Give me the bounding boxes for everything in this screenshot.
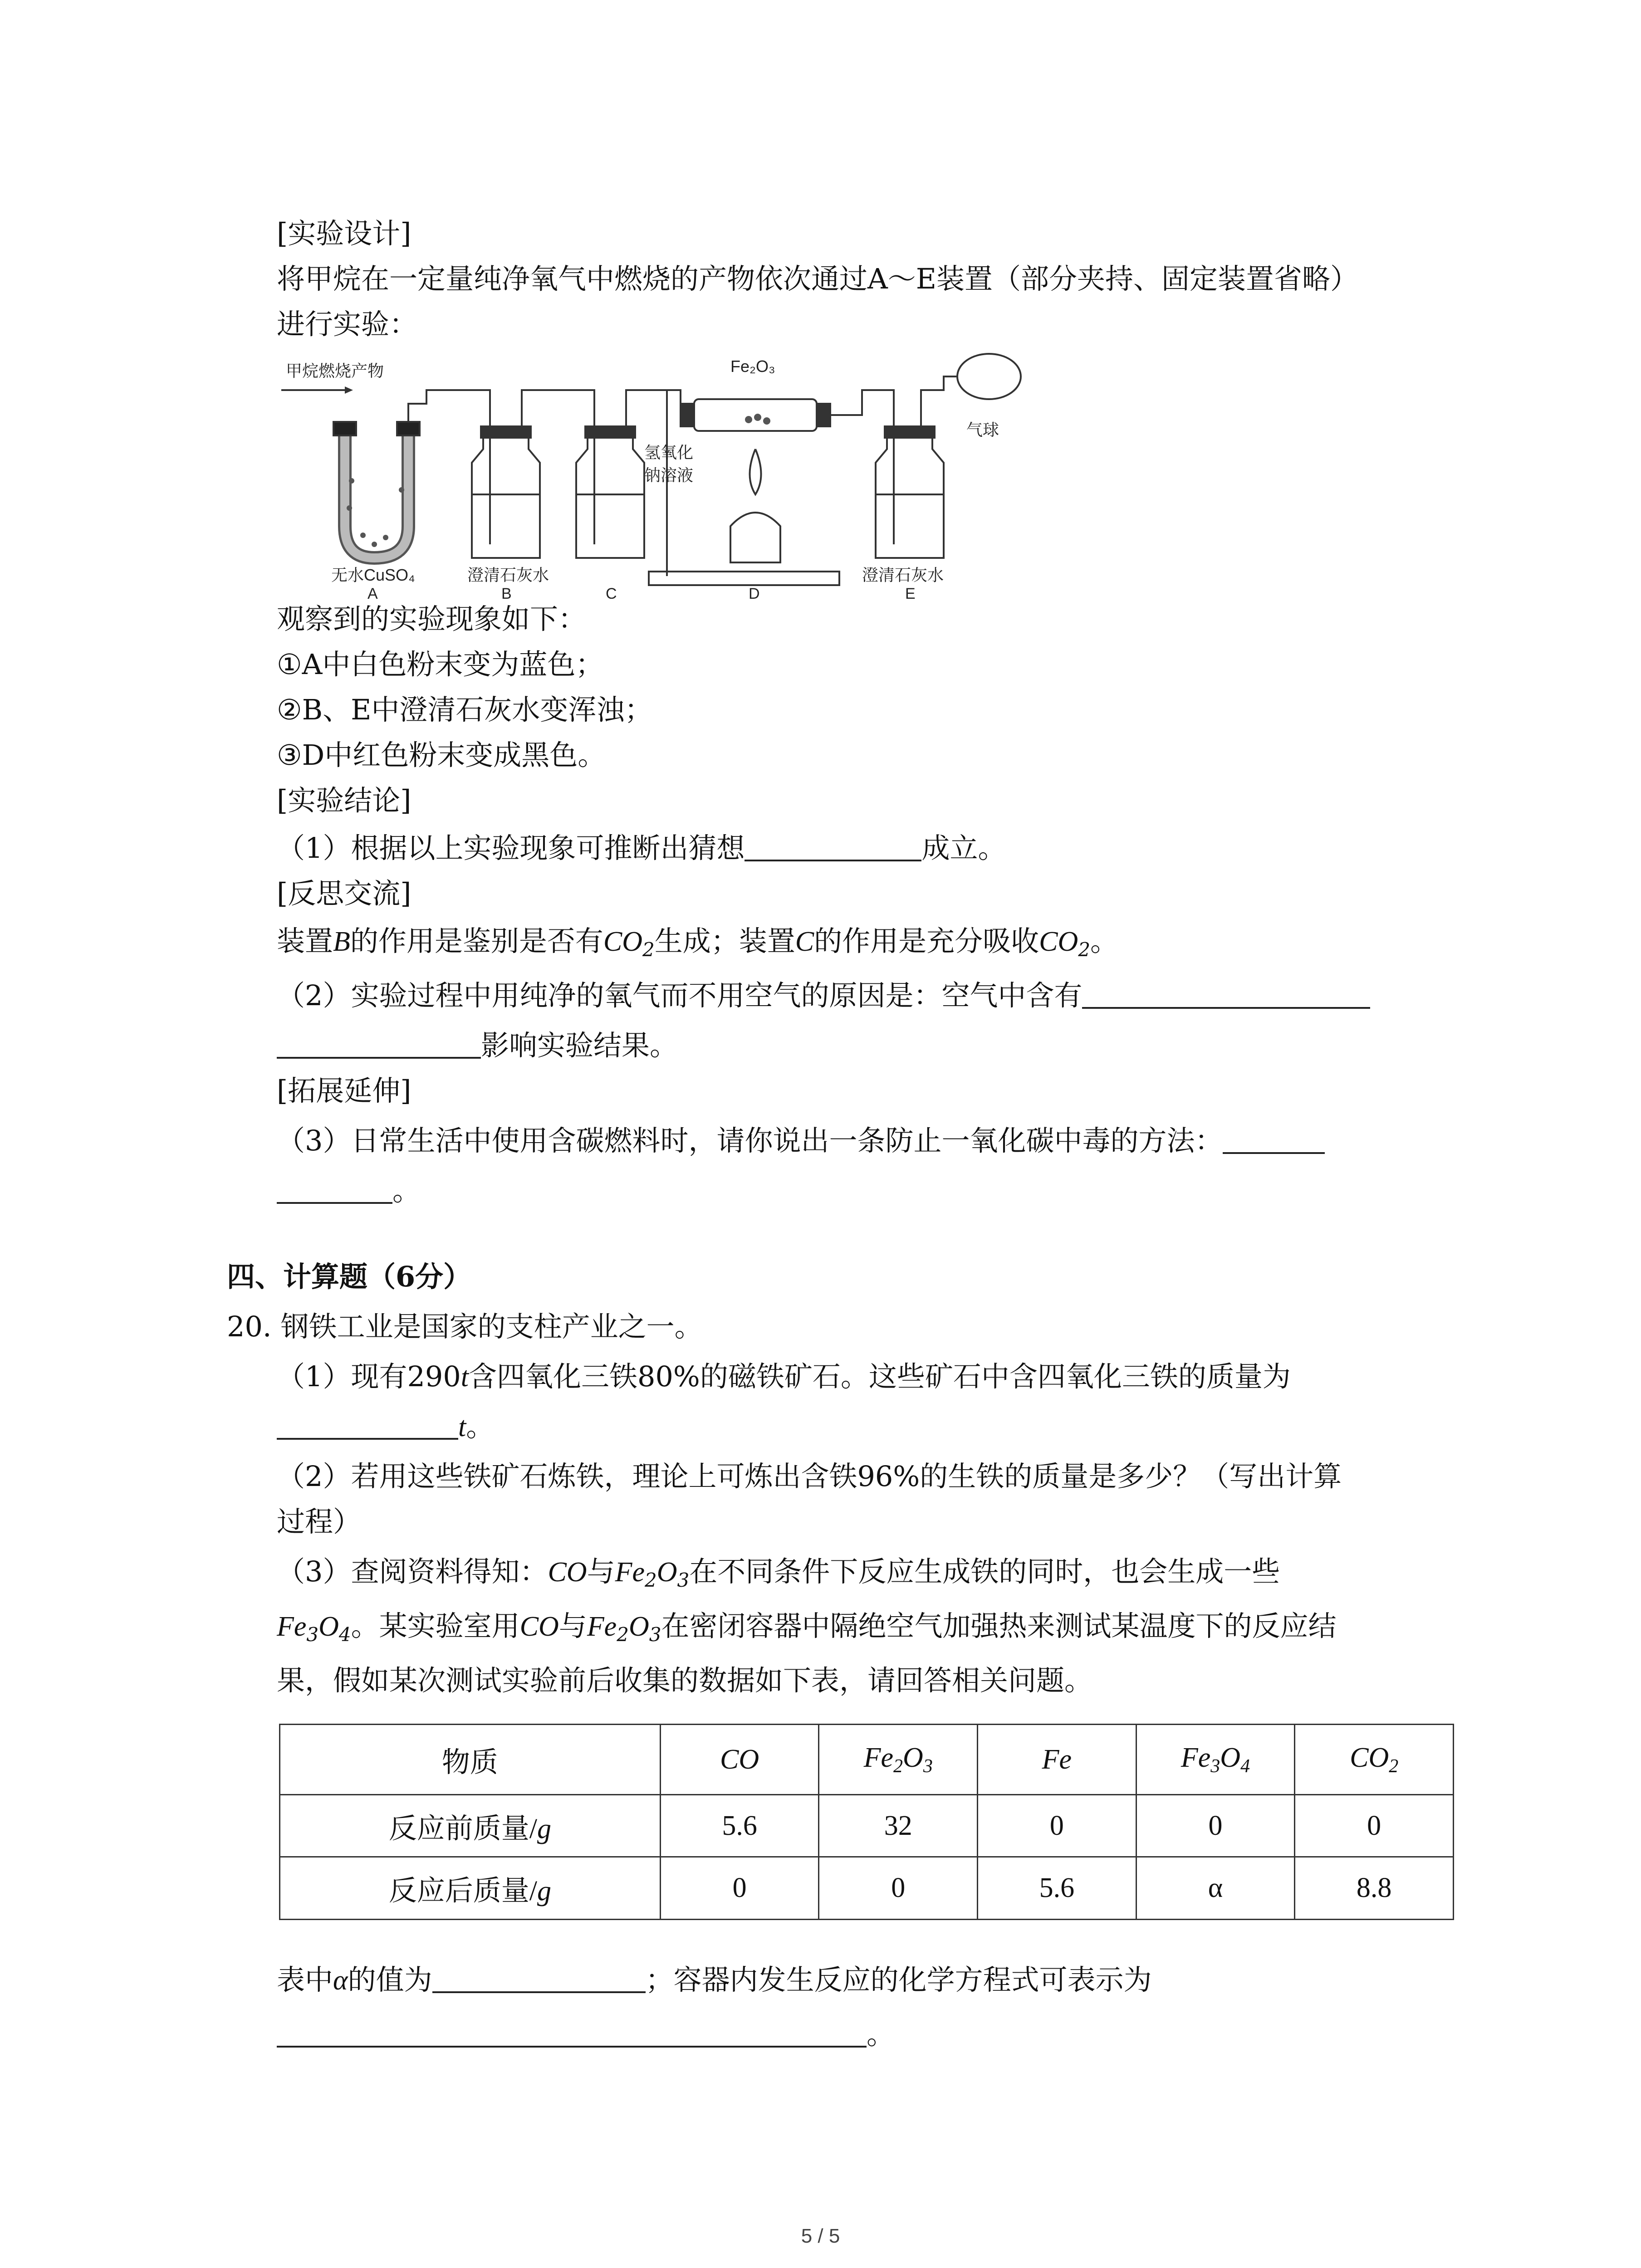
diagram-letter-e: E <box>905 585 916 599</box>
alpha-answer-blank[interactable] <box>432 1964 646 1993</box>
table-header-cell: Fe <box>978 1725 1136 1795</box>
question-1 <box>277 828 1006 869</box>
question-20-3-line-3: 果，假如某次测试实验前后收集的数据如下表，请回答相关问题。 <box>277 1664 1093 1697</box>
table-cell: 0 <box>978 1795 1136 1857</box>
design-heading: [实验设计] <box>277 217 411 250</box>
table-header-cell: $Fe_2O_3$ <box>819 1725 978 1795</box>
table-cell: 8.8 <box>1295 1857 1454 1920</box>
final-question-line-1: 表中α的值为 ；容器内发生反应的化学方程式可表示为 <box>277 1963 1152 1996</box>
equation-answer-blank[interactable] <box>277 2019 867 2048</box>
diagram-letter-d: D <box>749 585 760 599</box>
table-cell: α <box>1136 1857 1295 1920</box>
q3-answer-blank-1[interactable] <box>1223 1125 1325 1154</box>
question-20: 20. 钢铁工业是国家的支柱产业之一。 <box>227 1310 703 1343</box>
table-row <box>280 1857 1454 1920</box>
observation-1: ①A中白色粉末变为蓝色； <box>277 648 604 681</box>
question-20-2-line-1: （2）若用这些铁矿石炼铁，理论上可炼出含铁96%的生铁的质量是多少？（写出计算 <box>277 1460 1342 1493</box>
diagram-balloon-label: 气球 <box>966 420 999 439</box>
table-cell: 0 <box>819 1857 978 1920</box>
table-cell: 5.6 <box>978 1857 1136 1920</box>
question-2-line-1: （2）实验过程中用纯净的氧气而不用空气的原因是：空气中含有 <box>277 975 1370 1016</box>
formula-co2: CO <box>1039 926 1078 957</box>
reflect-heading: [反思交流] <box>277 877 411 910</box>
diagram-letter-c: C <box>606 585 617 599</box>
q20-1-answer-blank[interactable] <box>277 1411 458 1440</box>
diagram-letter-a: A <box>367 585 378 599</box>
question-20-1: （1）现有290t含四氧化三铁80%的磁铁矿石。这些矿石中含四氧化三铁的质量为 <box>277 1360 1291 1393</box>
reflect-text: 装置B的作用是鉴别是否有$CO_2$生成；装置C的作用是充分吸收$CO_2$。 <box>277 924 1119 961</box>
table-cell: 0 <box>660 1857 819 1920</box>
question-3-line-1: （3）日常生活中使用含碳燃料时，请你说出一条防止一氧化碳中毒的方法： <box>277 1120 1325 1161</box>
table-row-label: 反应前质量/g <box>280 1795 661 1857</box>
question-20-3-line-2: $Fe_3O_4$。某实验室用CO与$Fe_2O_3$在密闭容器中隔绝空气加强热来测试某温度下的反应结 <box>277 1609 1337 1646</box>
final-question-line-2: 。 <box>277 2014 895 2055</box>
question-2-line-2: 影响实验结果。 <box>277 1025 678 1066</box>
diagram-input-label: 甲烷燃烧产物 <box>286 362 384 380</box>
table-header-row <box>280 1725 1454 1795</box>
question-3-line-2: 。 <box>277 1170 421 1211</box>
diagram-fe2o3-label: Fe₂O₃ <box>730 357 775 376</box>
table-header-cell: 物质 <box>280 1725 661 1795</box>
design-text-2: 进行实验： <box>277 308 418 341</box>
table-row <box>280 1795 1454 1857</box>
q1-suffix: 成立。 <box>921 831 1006 865</box>
observe-heading: 观察到的实验现象如下： <box>277 602 587 635</box>
table-cell: 0 <box>1136 1795 1295 1857</box>
mass-data-table <box>279 1724 1454 1920</box>
apparatus-diagram <box>277 345 1025 599</box>
conclusion-heading: [实验结论] <box>277 784 411 817</box>
table-cell: 5.6 <box>660 1795 819 1857</box>
formula-co2: CO <box>603 926 643 957</box>
calc-heading: 四、计算题（6分） <box>227 1260 472 1293</box>
diagram-e-label: 澄清石灰水 <box>862 566 944 584</box>
table-cell: 0 <box>1295 1795 1454 1857</box>
diagram-b-label: 澄清石灰水 <box>467 566 549 584</box>
question-20-1-answer: t。 <box>277 1406 494 1447</box>
page-number: 5 / 5 <box>801 2225 840 2247</box>
question-20-3-line-1: （3）查阅资料得知：CO与$Fe_2O_3$在不同条件下反应生成铁的同时，也会生成一些 <box>277 1555 1280 1591</box>
question-20-2-line-2: 过程） <box>277 1505 362 1538</box>
observation-3: ③D中红色粉末变成黑色。 <box>277 738 606 772</box>
diagram-naoh-label-1: 氢氧化 <box>644 443 694 462</box>
table-row-label: 反应后质量/g <box>280 1857 661 1920</box>
extend-heading: [拓展延伸] <box>277 1074 411 1107</box>
diagram-letter-b: B <box>501 585 512 599</box>
q2-answer-blank-1[interactable] <box>1082 980 1370 1009</box>
q1-answer-blank[interactable] <box>745 832 921 861</box>
table-cell: 32 <box>819 1795 978 1857</box>
diagram-a-label: 无水CuSO₄ <box>331 566 415 584</box>
q1-prefix: （1）根据以上实验现象可推断出猜想 <box>277 831 745 865</box>
design-text-1: 将甲烷在一定量纯净氧气中燃烧的产物依次通过A～E装置（部分夹持、固定装置省略） <box>277 262 1359 295</box>
table-header-cell: $Fe_3O_4$ <box>1136 1725 1295 1795</box>
q3-answer-blank-2[interactable] <box>277 1175 392 1204</box>
observation-2: ②B、E中澄清石灰水变浑浊； <box>277 693 653 726</box>
diagram-naoh-label-2: 钠溶液 <box>644 466 694 484</box>
table-header-cell: CO <box>660 1725 819 1795</box>
q2-answer-blank-2[interactable] <box>277 1030 481 1059</box>
table-header-cell: $CO_2$ <box>1295 1725 1454 1795</box>
